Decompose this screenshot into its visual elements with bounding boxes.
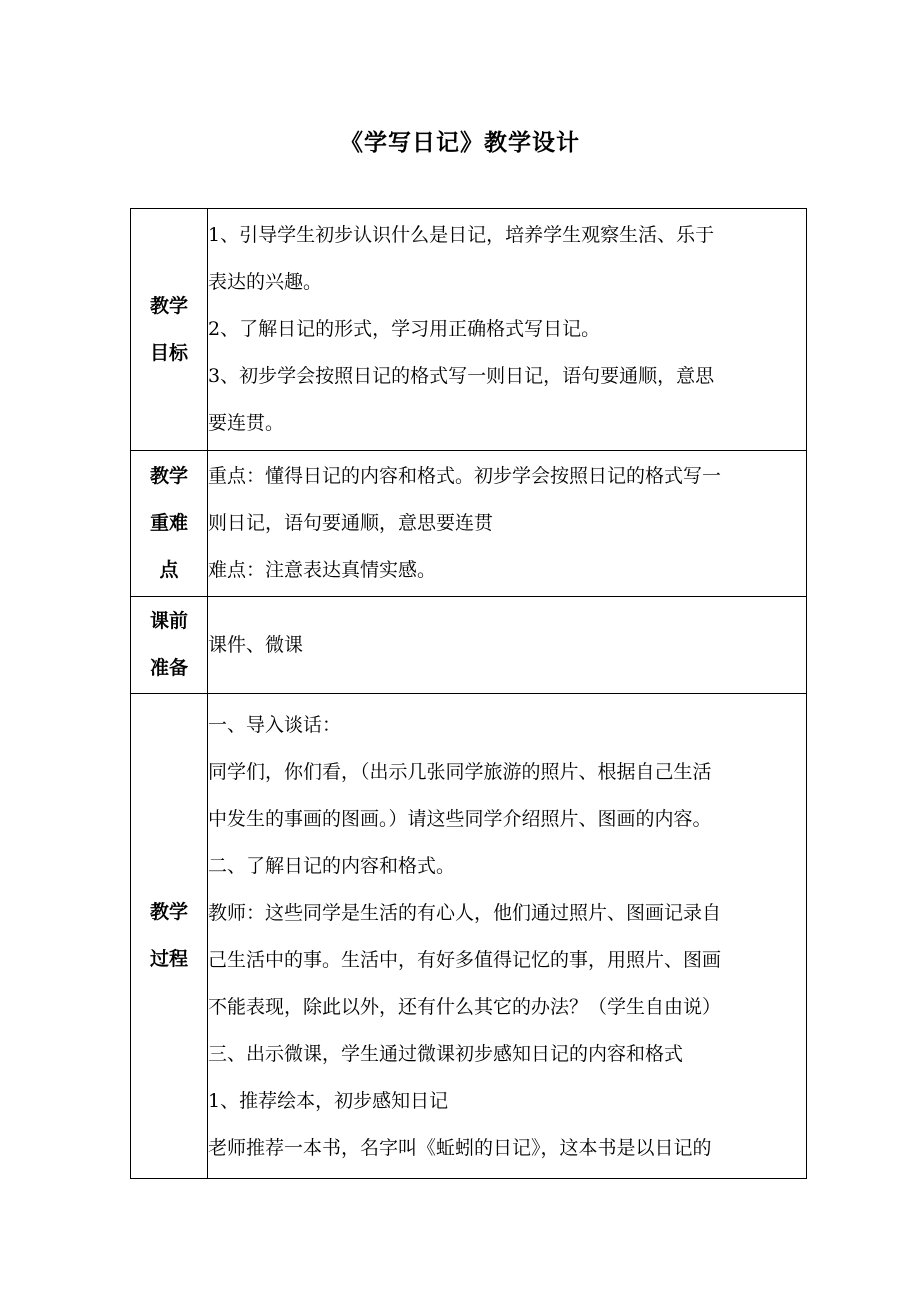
content-line: 课件、微课 — [208, 633, 304, 656]
content-line: 老师推荐一本书，名字叫《蚯蚓的日记》，这本书是以日记的 — [208, 1137, 712, 1159]
row-content-preparation — [208, 597, 807, 694]
content-line: 三、出示微课，学生通过微课初步感知日记的内容和格式 — [208, 1043, 684, 1065]
page-title: 《学写日记》教学设计 — [340, 130, 580, 156]
content-line: 不能表现，除此以外，还有什么其它的办法？（学生自由说） — [208, 996, 722, 1018]
content-line: 1、推荐绘本，初步感知日记 — [208, 1090, 449, 1112]
content-line: 3、初步学会按照日记的格式写一则日记，语句要通顺，意思 — [208, 365, 715, 387]
label-text: 教学 — [149, 465, 188, 487]
content-line: 同学们，你们看，（出示几张同学旅游的照片、根据自己生活 — [208, 761, 712, 783]
content-line: 2、了解日记的形式，学习用正确格式写日记。 — [208, 318, 601, 340]
table-row-process — [131, 694, 807, 1179]
content-line: 中发生的事画的图画。）请这些同学介绍照片、图画的内容。 — [208, 808, 712, 830]
label-text: 重难 — [149, 512, 188, 534]
label-text: 过程 — [149, 948, 188, 970]
content-line: 1、引导学生初步认识什么是日记，培养学生观察生活、乐于 — [208, 224, 715, 246]
row-content-process — [208, 694, 807, 1179]
row-content-key-points — [208, 451, 807, 597]
content-line: 二、了解日记的内容和格式。 — [208, 855, 456, 877]
label-text: 准备 — [149, 657, 188, 679]
label-text: 目标 — [149, 341, 188, 364]
table-row-key-points — [131, 451, 807, 597]
content-line: 则日记，语句要通顺，意思要连贯 — [208, 512, 494, 534]
row-label-goals — [131, 209, 208, 451]
content-line: 表达的兴趣。 — [208, 271, 323, 293]
content-line: 教师：这些同学是生活的有心人，他们通过照片、图画记录自 — [208, 902, 722, 924]
label-text: 课前 — [149, 610, 188, 632]
label-text: 教学 — [149, 294, 188, 317]
table-row-preparation — [131, 597, 807, 694]
content-line: 要连贯。 — [208, 412, 285, 434]
content-line: 己生活中的事。生活中，有好多值得记忆的事，用照片、图画 — [208, 949, 722, 971]
content-line: 一、导入谈话： — [208, 714, 342, 736]
label-text: 教学 — [149, 901, 188, 923]
row-label-key-points — [131, 451, 208, 597]
lesson-plan-table — [130, 208, 807, 1179]
content-line: 重点：懂得日记的内容和格式。初步学会按照日记的格式写一 — [208, 465, 722, 487]
table-row-goals — [131, 209, 807, 451]
row-label-process — [131, 694, 208, 1179]
row-label-preparation — [131, 597, 208, 694]
content-line: 难点：注意表达真情实感。 — [208, 559, 437, 581]
row-content-goals — [208, 209, 807, 451]
label-text: 点 — [159, 559, 179, 581]
